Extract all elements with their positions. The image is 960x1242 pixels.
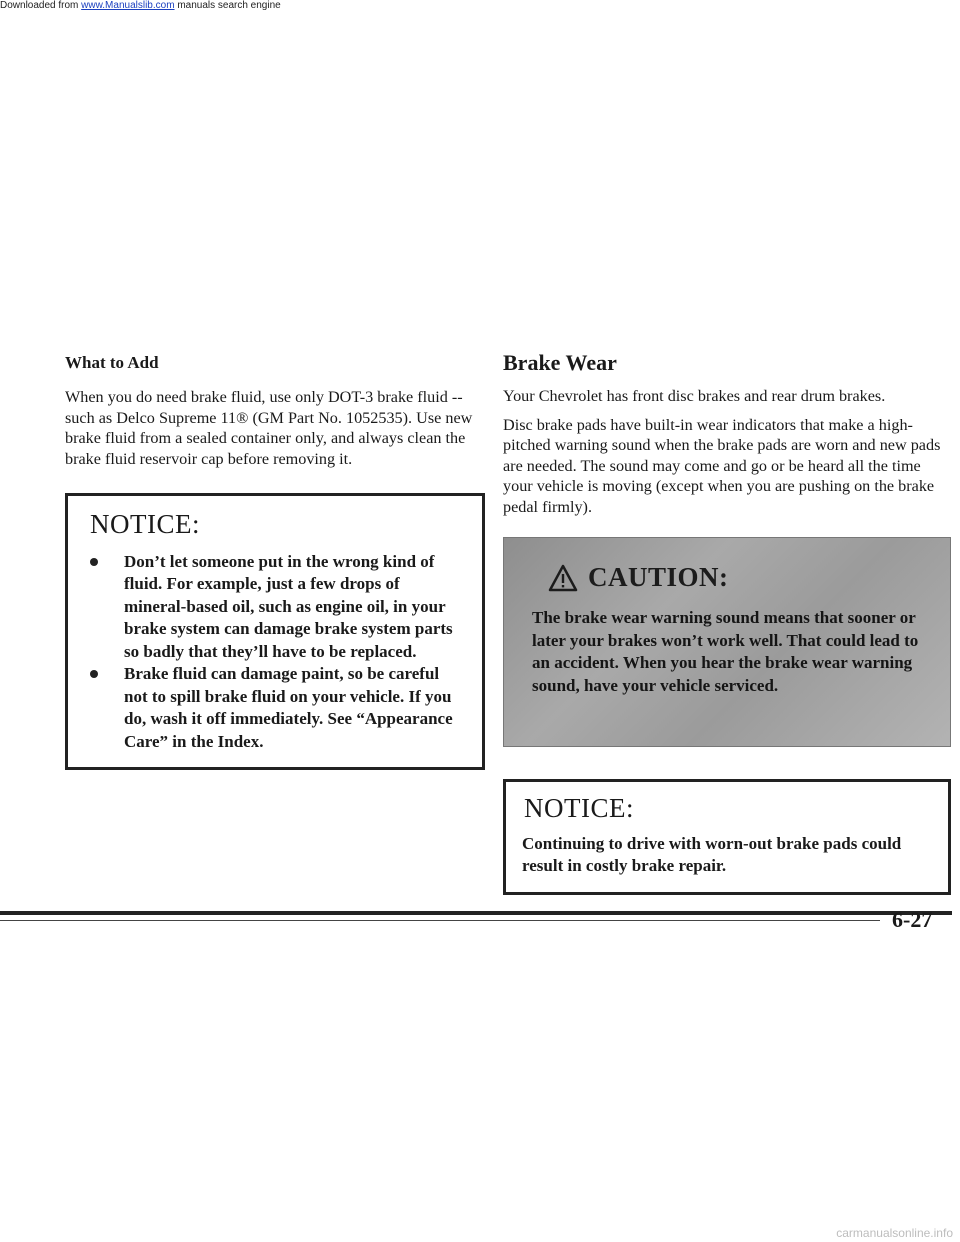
caution-title-row (548, 562, 932, 593)
brake-fluid-paragraph: When you do need brake fluid, use only DOT-3 brake fluid -- such as Delco Supreme 11® (GM Part No. 1052535). Use new brake fluid from a sealed container only, and always clean the brake fluid reservoir cap before removing it. (65, 388, 473, 468)
notice-item-text: Don’t let someone put in the wrong kind of fluid. For example, just a few drops of mineral-based oil, such as engine oil, in your brake system can damage brake system parts so badly that they’ll have to be replaced. (124, 551, 453, 661)
caution-box (503, 537, 951, 747)
right-column (503, 350, 951, 895)
left-column (65, 353, 485, 770)
notice-item (84, 663, 466, 753)
brake-pad-notice-box (503, 779, 951, 894)
footer-watermark: carmanualsonline.info (836, 1226, 953, 1240)
notice-title: NOTICE: (524, 793, 634, 824)
wear-indicator-paragraph: Disc brake pads have built-in wear indicators that make a high-pitched warning sound when the brake pads are worn and new pads are needed. The sound may come and go or be heard all the time your vehicle is moving (except when you are pushing on the brake pedal firmly). (503, 415, 941, 516)
brakes-paragraph: Your Chevrolet has front disc brakes and rear drum brakes. (503, 387, 886, 406)
download-header (0, 0, 960, 12)
caution-title: CAUTION: (588, 562, 729, 593)
caution-text: The brake wear warning sound means that sooner or later your brakes won’t work well. That could lead to an accident. When you hear the brake wear warning sound, have your vehicle serviced. (532, 608, 919, 695)
manualslib-link[interactable]: www.Manualslib.com (81, 0, 175, 11)
notice-item (84, 551, 466, 664)
bullet-icon (90, 558, 98, 566)
header-prefix: Downloaded from (0, 0, 79, 11)
page-number: 6-27 (892, 907, 933, 932)
footer-rule (0, 911, 952, 915)
brake-wear-heading: Brake Wear (503, 350, 617, 375)
warning-triangle-icon (548, 564, 578, 592)
notice-title: NOTICE: (90, 509, 200, 540)
bullet-icon (90, 670, 98, 678)
brake-pad-notice-text: Continuing to drive with worn-out brake pads could result in costly brake repair. (522, 833, 902, 876)
what-to-add-heading: What to Add (65, 353, 159, 372)
notice-item-text: Brake fluid can damage paint, so be careful not to spill brake fluid on your vehicle. If you do, wash it off immediately. See “Appearance Care” in the Index. (124, 664, 453, 751)
notice-box (65, 493, 485, 770)
header-suffix: manuals search engine (177, 0, 281, 11)
footer-rule-thin (0, 920, 880, 921)
notice-list (84, 551, 466, 754)
